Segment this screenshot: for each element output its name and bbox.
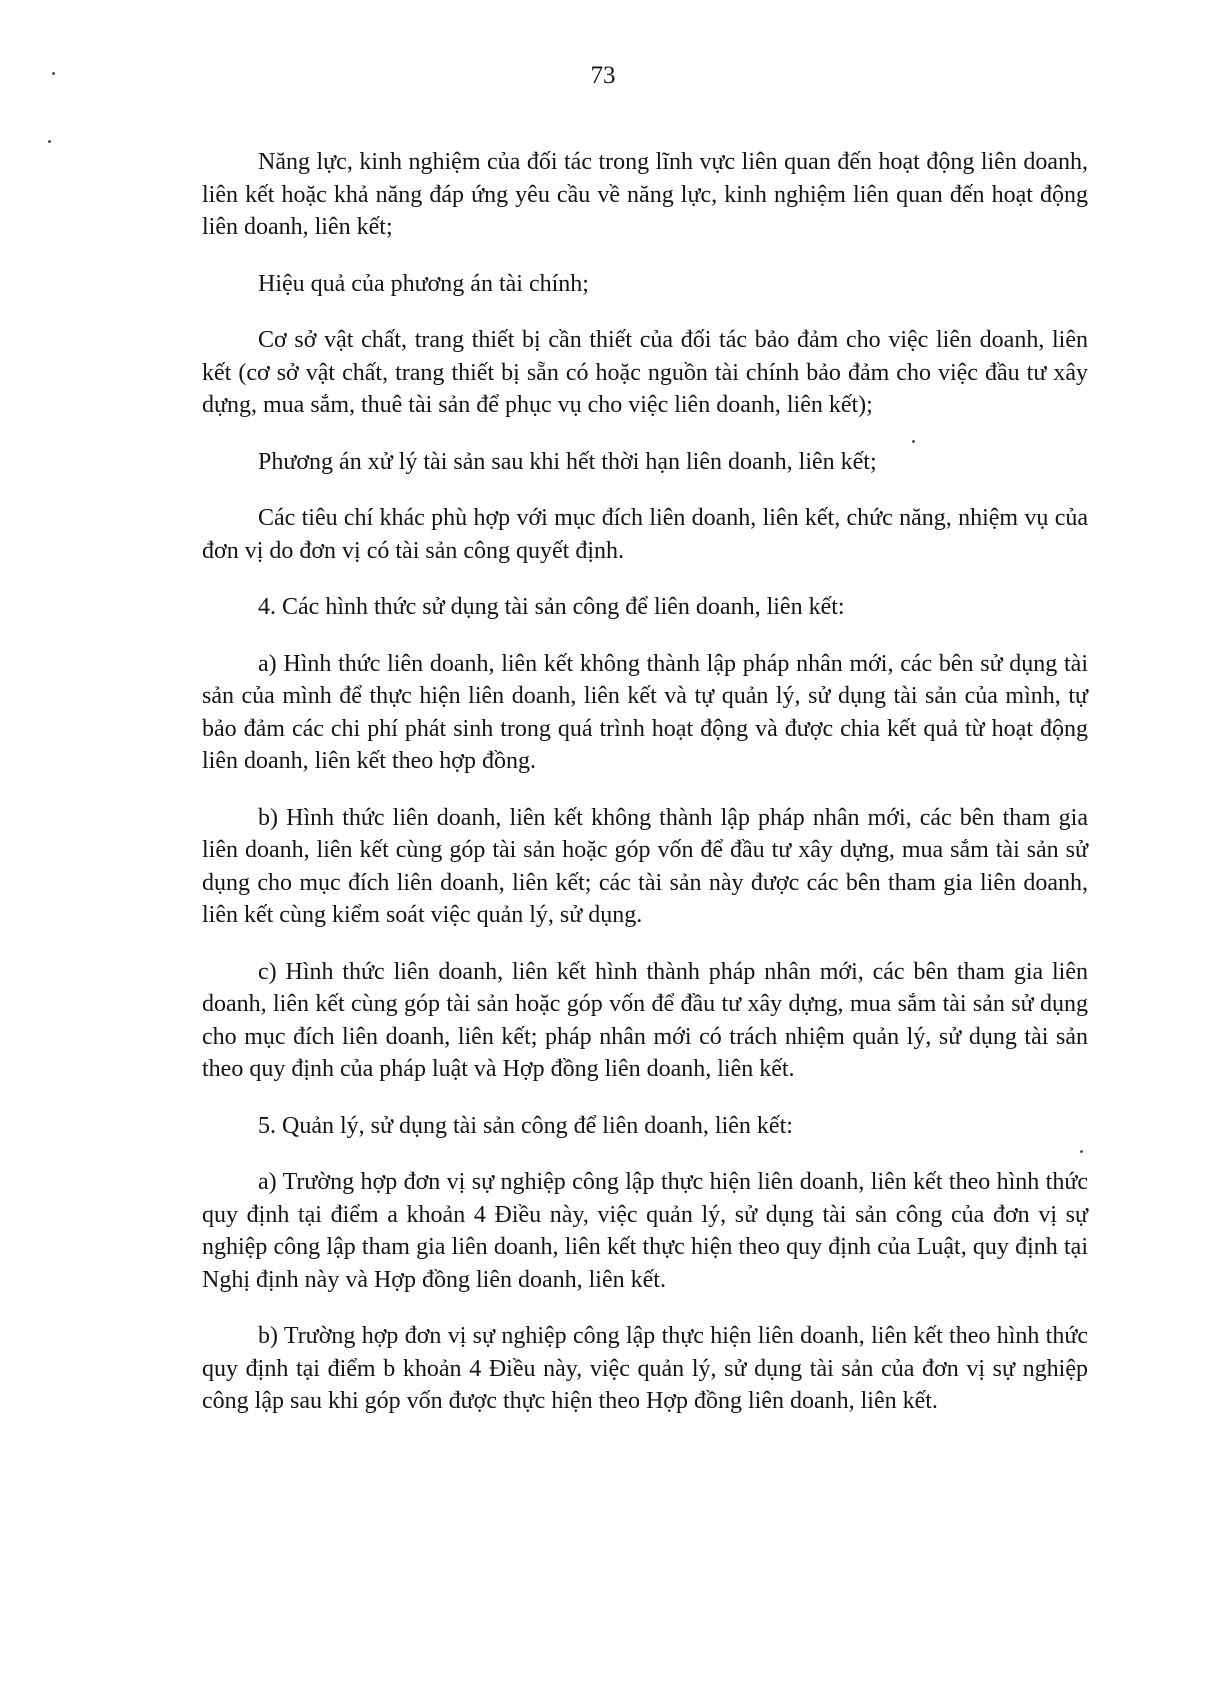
paragraph-other-criteria: Các tiêu chí khác phù hợp với mục đích liên doanh, liên kết, chức năng, nhiệm vụ của đơn vị do đơn vị có tài sản công quyết định. <box>202 505 1088 564</box>
paragraph-asset-disposal: Phương án xử lý tài sản sau khi hết thời hạn liên doanh, liên kết; <box>258 448 877 475</box>
paragraph-financial-efficiency: Hiệu quả của phương án tài chính; <box>258 270 589 297</box>
page-number: 73 <box>590 62 616 89</box>
scan-speck <box>912 440 915 443</box>
paragraph-4b: b) Hình thức liên doanh, liên kết không thành lập pháp nhân mới, các bên tham gia liên doanh, liên kết cùng góp tài sản hoặc góp vốn để đầu tư xây dựng, mua sắm tài sản sử dụng cho mục đích liên doanh, liên kết; các tài sản này được các bên tham gia liên doanh, liên kết cùng kiểm soát việc quản lý, sử dụng. <box>202 804 1088 928</box>
scan-speck <box>1080 1150 1083 1153</box>
scan-speck <box>48 140 51 143</box>
paragraph-partner-capacity: Năng lực, kinh nghiệm của đối tác trong lĩnh vực liên quan đến hoạt động liên doanh, liên kết hoặc khả năng đáp ứng yêu cầu về năng lực, kinh nghiệm liên quan đến hoạt động liên doanh, liên kết; <box>202 149 1088 240</box>
paragraph-facilities: Cơ sở vật chất, trang thiết bị cần thiết của đối tác bảo đảm cho việc liên doanh, liên kết (cơ sở vật chất, trang thiết bị sẵn có hoặc nguồn tài chính bảo đảm cho việc đầu tư xây dựng, mua sắm, thuê tài sản để phục vụ cho việc liên doanh, liên kết); <box>202 327 1088 418</box>
document-body <box>202 146 1088 1442</box>
scan-speck <box>52 72 55 75</box>
paragraph-4a: a) Hình thức liên doanh, liên kết không thành lập pháp nhân mới, các bên sử dụng tài sản của mình để thực hiện liên doanh, liên kết và tự quản lý, sử dụng tài sản của mình, tự bảo đảm các chi phí phát sinh trong quá trình hoạt động và được chia kết quả từ hoạt động liên doanh, liên kết theo hợp đồng. <box>202 650 1088 774</box>
paragraph-4c: c) Hình thức liên doanh, liên kết hình thành pháp nhân mới, các bên tham gia liên doanh, liên kết cùng góp tài sản hoặc góp vốn để đầu tư xây dựng, mua sắm tài sản sử dụng cho mục đích liên doanh, liên kết; pháp nhân mới có trách nhiệm quản lý, sử dụng tài sản theo quy định của pháp luật và Hợp đồng liên doanh, liên kết. <box>202 958 1088 1082</box>
paragraph-5a: a) Trường hợp đơn vị sự nghiệp công lập thực hiện liên doanh, liên kết theo hình thức quy định tại điểm a khoản 4 Điều này, việc quản lý, sử dụng tài sản công của đơn vị sự nghiệp công lập tham gia liên doanh, liên kết thực hiện theo quy định của Luật, quy định tại Nghị định này và Hợp đồng liên doanh, liên kết. <box>202 1169 1088 1293</box>
paragraph-5b: b) Trường hợp đơn vị sự nghiệp công lập thực hiện liên doanh, liên kết theo hình thức quy định tại điểm b khoản 4 Điều này, việc quản lý, sử dụng tài sản của đơn vị sự nghiệp công lập sau khi góp vốn được thực hiện theo Hợp đồng liên doanh, liên kết. <box>202 1323 1088 1414</box>
heading-section-4: 4. Các hình thức sử dụng tài sản công để liên doanh, liên kết: <box>258 594 845 620</box>
heading-section-5: 5. Quản lý, sử dụng tài sản công để liên doanh, liên kết: <box>258 1112 793 1139</box>
